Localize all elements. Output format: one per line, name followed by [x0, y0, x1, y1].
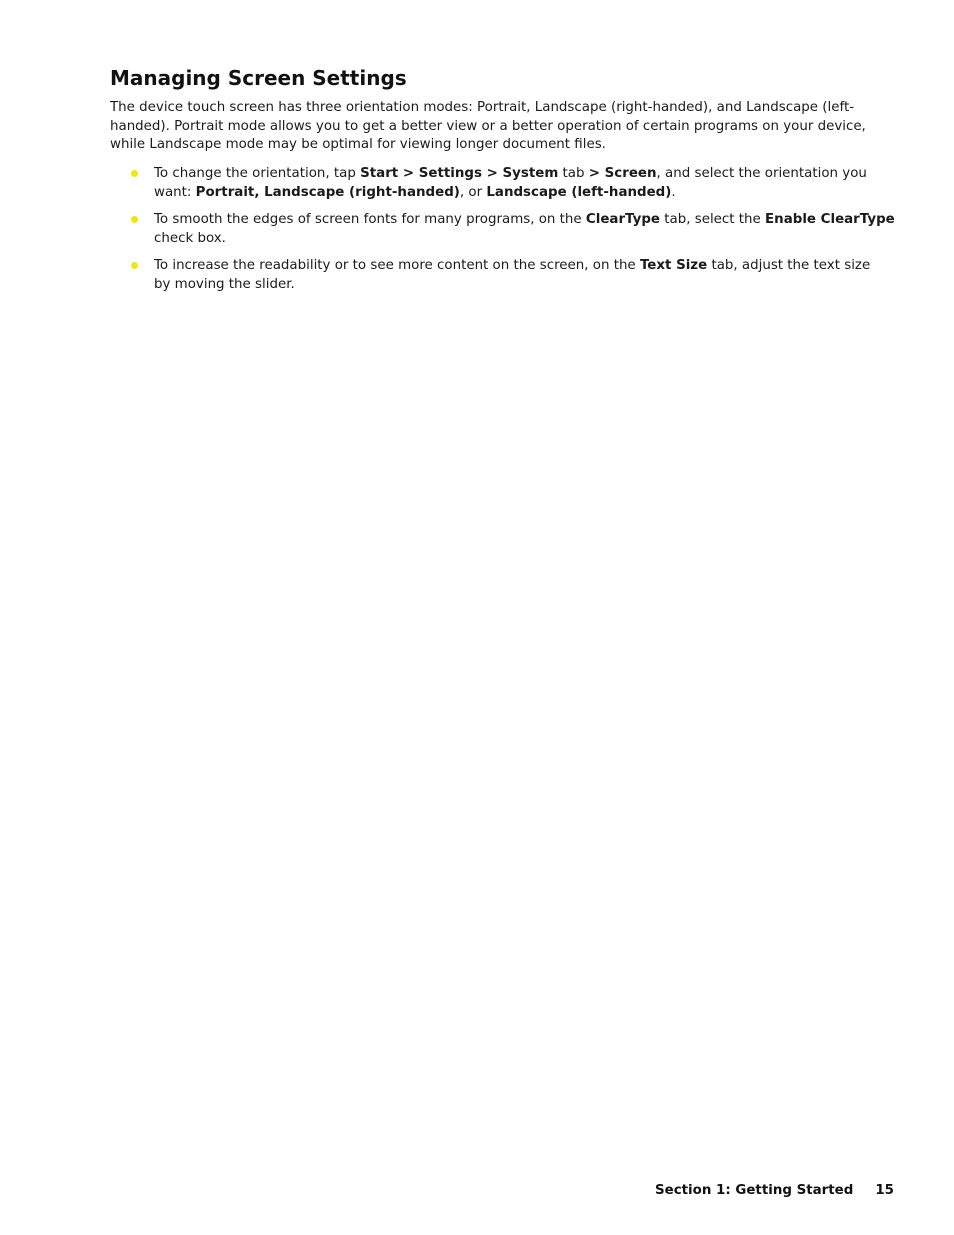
text-run: , or: [459, 185, 487, 200]
menu-path-screen: > Screen: [588, 166, 657, 181]
bullet-line: [154, 164, 880, 183]
text-run: tab: [558, 166, 589, 181]
text-run: .: [671, 185, 676, 200]
menu-path-start-settings-system: Start > Settings > System: [360, 166, 559, 181]
bullet-dot-icon: [131, 216, 138, 223]
text-run: To increase the readability or to see more content on the screen, on the: [154, 258, 640, 273]
page-number: 15: [875, 1183, 894, 1198]
option-portrait-landscape-right: Portrait, Landscape (right-handed): [195, 185, 460, 200]
bullet-line: [154, 210, 895, 229]
text-run: To smooth the edges of screen fonts for many programs, on the: [154, 212, 586, 227]
option-landscape-left: Landscape (left-handed): [486, 185, 672, 200]
option-enable-cleartype: Enable ClearType: [765, 212, 895, 227]
bullet-line: [154, 275, 880, 294]
tab-text-size: Text Size: [639, 258, 708, 273]
bullet-list: [110, 164, 895, 302]
bullet-line: [154, 256, 880, 275]
page-heading: Managing Screen Settings: [110, 66, 407, 90]
page-footer: [655, 1183, 894, 1198]
bullet-line: [154, 183, 880, 202]
text-run: , and select the orientation you: [656, 166, 867, 181]
text-run: want:: [154, 185, 196, 200]
footer-section-title: Section 1: Getting Started: [654, 1183, 854, 1198]
bullet-line: [154, 229, 880, 248]
intro-line: The device touch screen has three orientation modes: Portrait, Landscape (right-handed), and Landscape (left-: [110, 100, 855, 115]
text-run: tab, select the: [660, 212, 766, 227]
intro-paragraph: [110, 99, 870, 155]
intro-line: while Landscape mode may be optimal for viewing longer document files.: [110, 137, 606, 152]
intro-line: handed). Portrait mode allows you to get a better view or a better operation of certain programs on your device,: [110, 118, 866, 134]
bullet-item-cleartype: [110, 210, 895, 248]
bullet-dot-icon: [131, 262, 138, 269]
text-run: To change the orientation, tap: [154, 166, 361, 181]
text-run: tab, adjust the text size: [707, 258, 871, 273]
tab-cleartype: ClearType: [585, 212, 660, 227]
bullet-item-text-size: [110, 256, 880, 294]
text-run: by moving the slider.: [154, 277, 295, 292]
bullet-dot-icon: [131, 170, 138, 177]
text-run: check box.: [154, 231, 226, 246]
bullet-item-orientation: [110, 164, 880, 202]
